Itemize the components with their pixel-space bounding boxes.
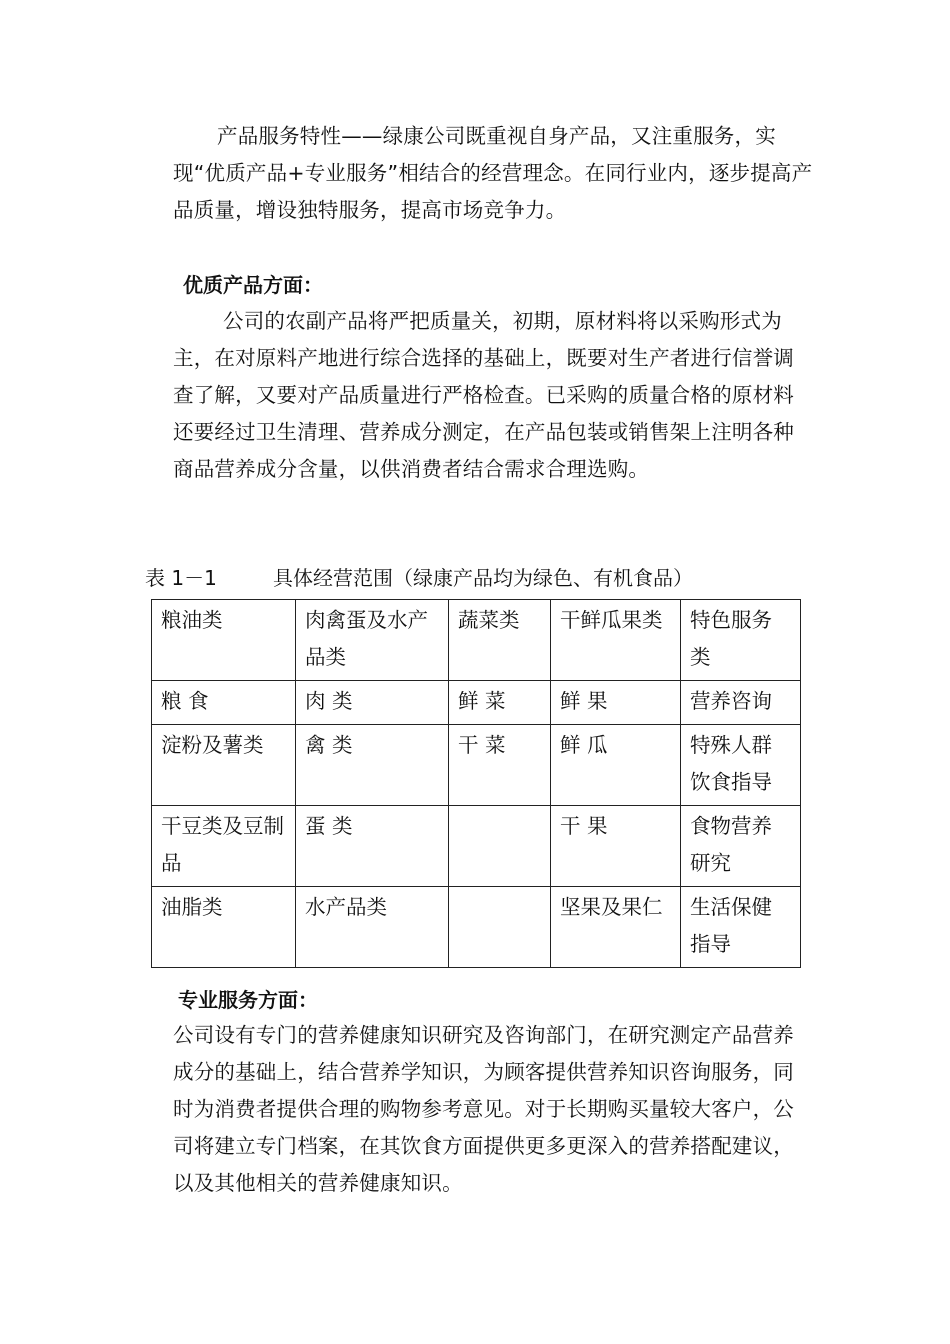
service-paragraph: 公司设有专门的营养健康知识研究及咨询部门，在研究测定产品营养成分的基础上，结合营养学知识，为顾客提供营养知识咨询服务，同时为消费者提供合理的购物参考意见。对于长期购买量较大客户，公司将建立专门档案，在其饮食方面提供更多更深入的营养搭配建议，以及其他相关的营养健康知识。 xyxy=(173,1023,794,1195)
table-row xyxy=(152,806,801,887)
table-cell: 特殊人群饮食指导 xyxy=(681,725,801,806)
table-header-row xyxy=(152,600,801,681)
table-cell: 干豆类及豆制品 xyxy=(152,806,296,887)
table-caption-title: 具体经营范围（绿康产品均为绿色、有机食品） xyxy=(273,566,693,590)
intro-paragraph: 产品服务特性——绿康公司既重视自身产品，又注重服务，实现“优质产品+专业服务”相结合的经营理念。在同行业内，逐步提高产品质量，增设独特服务，提高市场竞争力。 xyxy=(173,124,813,222)
table-caption xyxy=(145,563,693,593)
table-cell: 鲜 菜 xyxy=(449,681,551,725)
quality-paragraph: 公司的农副产品将严把质量关，初期，原材料将以采购形式为主，在对原料产地进行综合选择的基础上，既要对生产者进行信誉调查了解，又要对产品质量进行严格检查。已采购的质量合格的原材料还要经过卫生清理、营养成分测定，在产品包装或销售架上注明各种商品营养成分含量，以供消费者结合需求合理选购。 xyxy=(173,309,794,481)
table-cell: 淀粉及薯类 xyxy=(152,725,296,806)
table-row xyxy=(152,887,801,968)
quality-heading: 优质产品方面： xyxy=(183,273,323,297)
table-cell: 水产品类 xyxy=(296,887,449,968)
table-cell: 蛋 类 xyxy=(296,806,449,887)
table-cell: 鲜 果 xyxy=(551,681,681,725)
table-cell: 营养咨询 xyxy=(681,681,801,725)
business-scope-table xyxy=(151,599,801,968)
table-row xyxy=(152,725,801,806)
table-cell: 干 果 xyxy=(551,806,681,887)
table-cell: 干 菜 xyxy=(449,725,551,806)
service-heading: 专业服务方面： xyxy=(178,988,318,1012)
table-cell xyxy=(449,806,551,887)
table-caption-number: 表 1－1 xyxy=(145,566,217,590)
table-header-cell: 粮油类 xyxy=(152,600,296,681)
table-header-cell: 肉禽蛋及水产品类 xyxy=(296,600,449,681)
table-cell: 油脂类 xyxy=(152,887,296,968)
table-cell: 禽 类 xyxy=(296,725,449,806)
table-cell: 粮 食 xyxy=(152,681,296,725)
table-row xyxy=(152,681,801,725)
table-header-cell: 蔬菜类 xyxy=(449,600,551,681)
table-cell: 肉 类 xyxy=(296,681,449,725)
table-cell: 食物营养研究 xyxy=(681,806,801,887)
table-header-cell: 干鲜瓜果类 xyxy=(551,600,681,681)
table-header-cell: 特色服务类 xyxy=(681,600,801,681)
table-cell xyxy=(449,887,551,968)
table-cell: 鲜 瓜 xyxy=(551,725,681,806)
table-cell: 生活保健指导 xyxy=(681,887,801,968)
table-cell: 坚果及果仁 xyxy=(551,887,681,968)
